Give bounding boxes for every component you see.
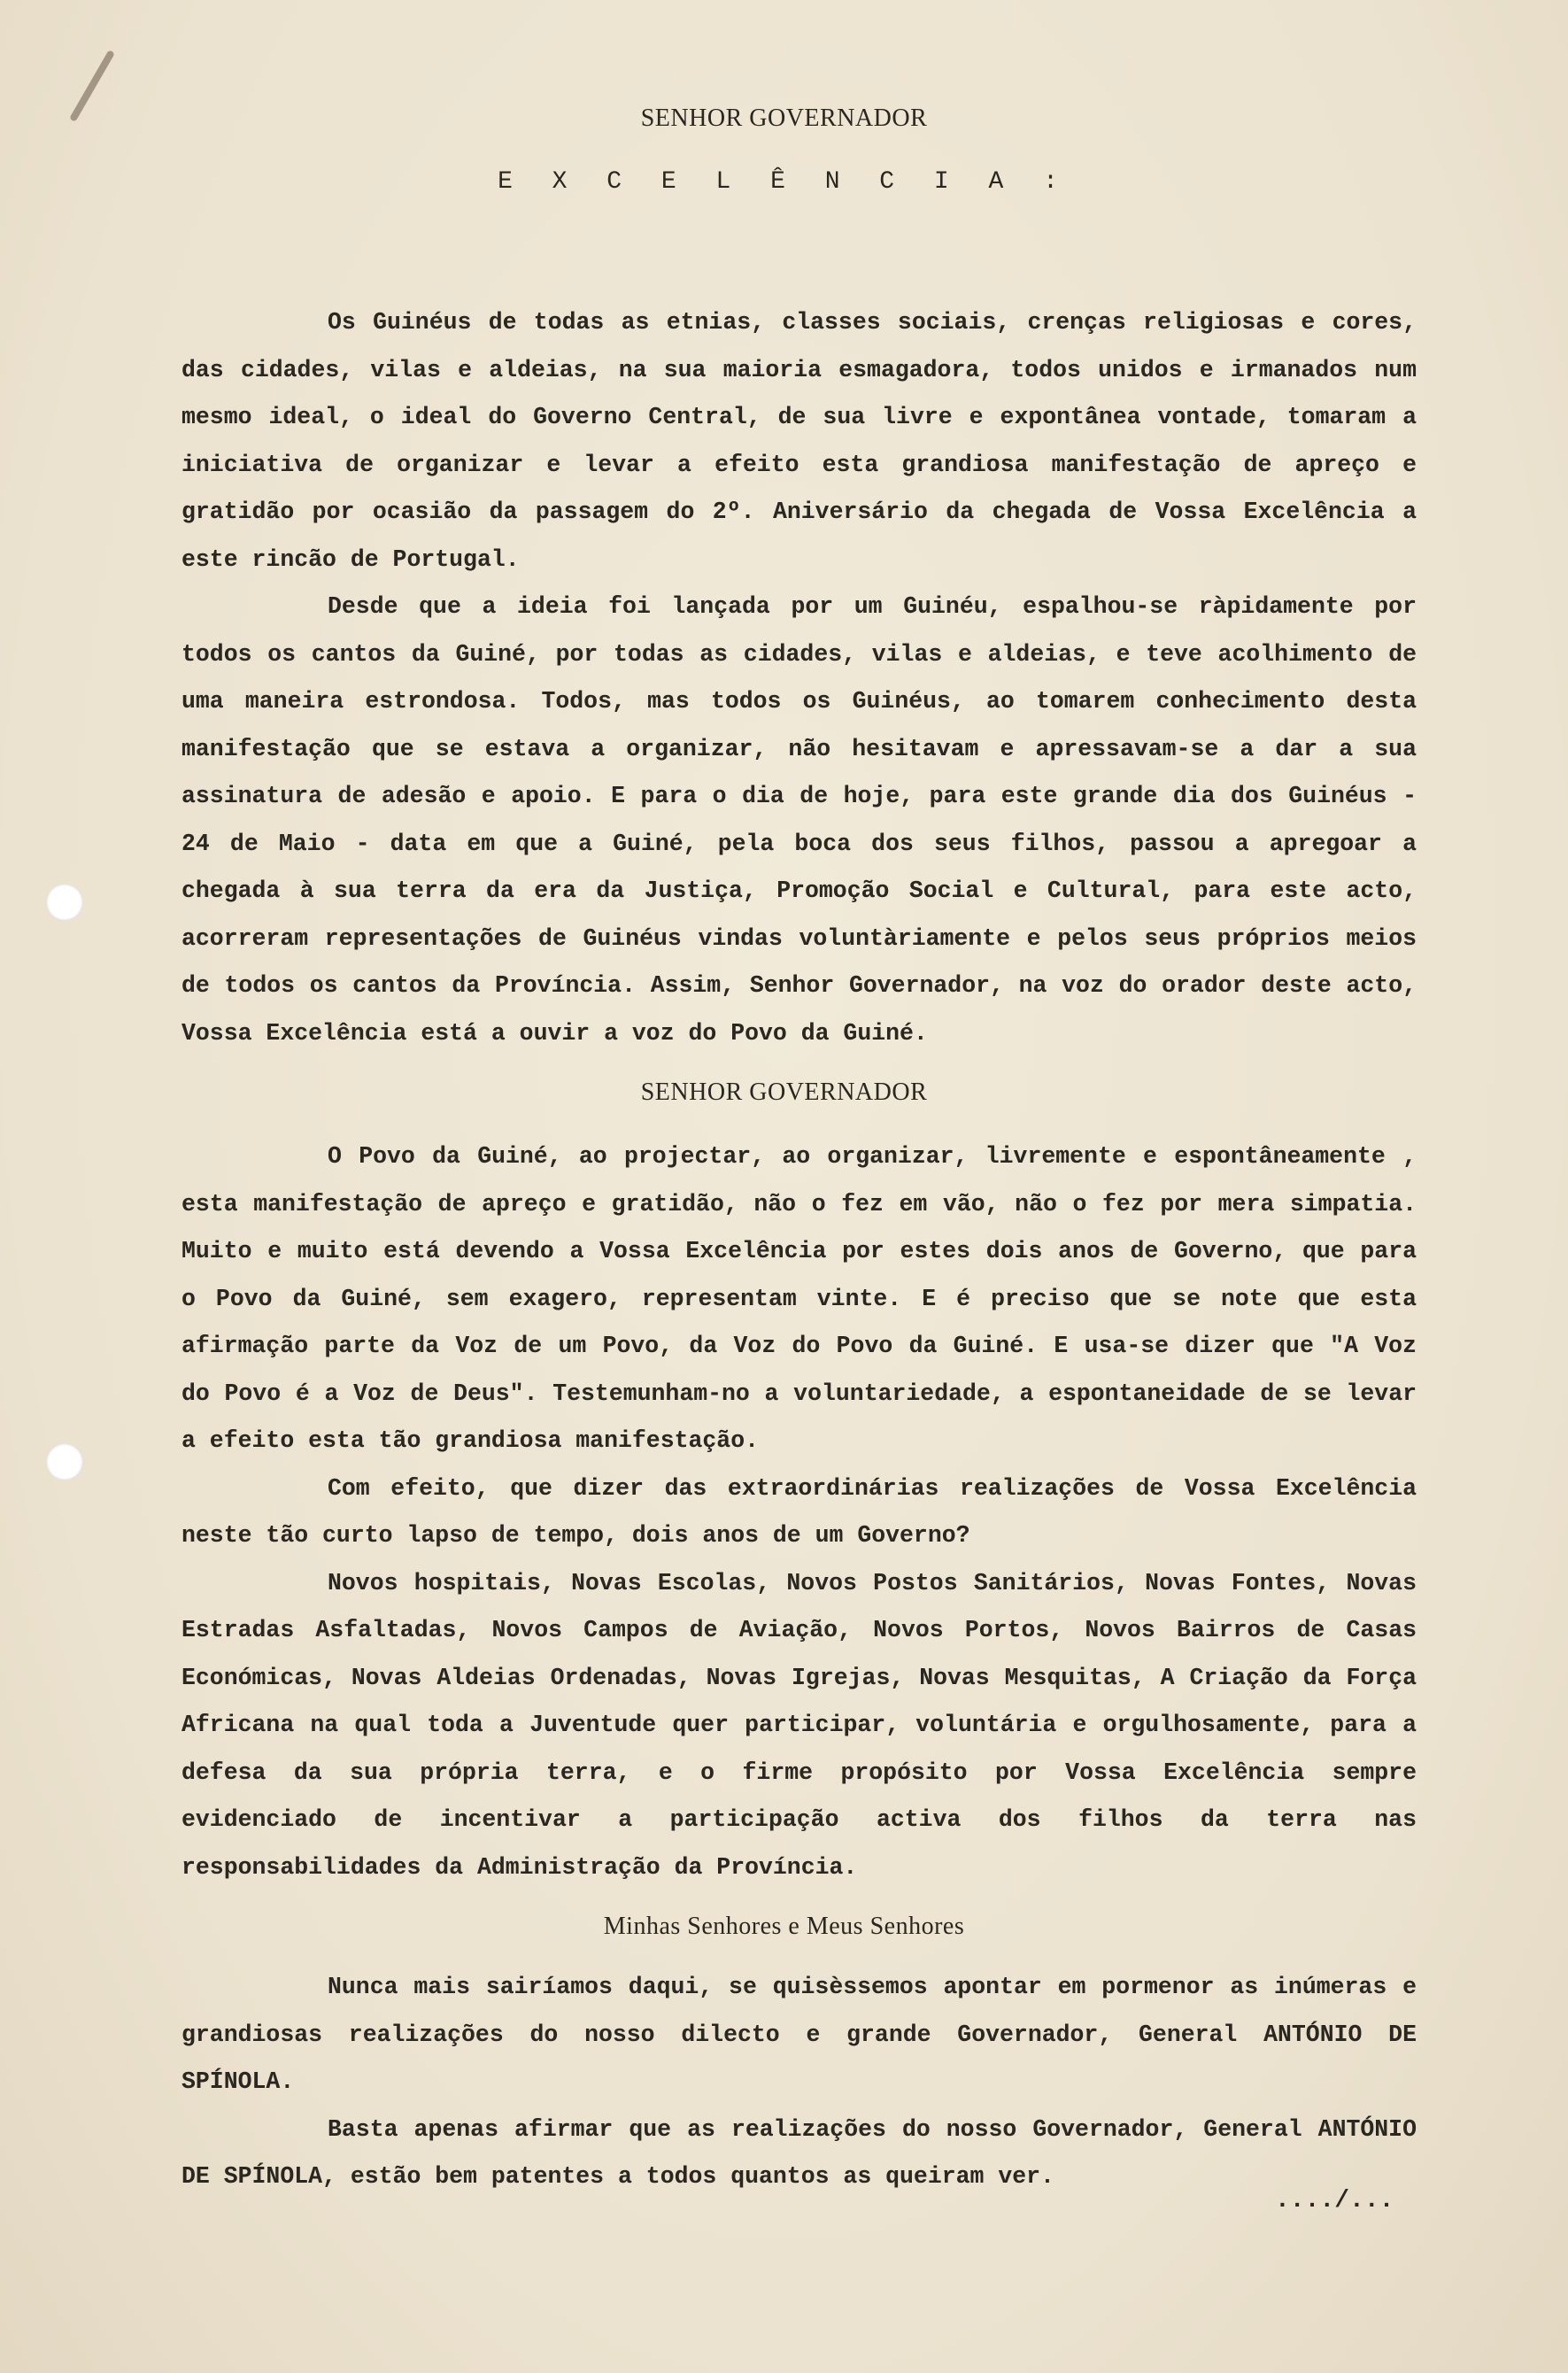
heading-senhor-governador-2: SENHOR GOVERNADOR xyxy=(640,1078,928,1106)
heading-excelencia: E X C E L Ê N C I A : xyxy=(498,168,1070,196)
continuation-mark: ..../... xyxy=(1275,2187,1394,2215)
paragraph: Com efeito, que dizer das extraordinárias realizações de Vossa Excelência neste tão curto lapso de tempo, dois anos de um Governo? xyxy=(182,1474,1417,1549)
text-block-1 xyxy=(182,299,1417,1057)
paragraph: Basta apenas afirmar que as realizações do nosso Governador, General ANTÓNIO DE SPÍNOLA, estão bem patentes a todos quantos as queiram ver. xyxy=(182,2115,1417,2190)
text-block-3 xyxy=(182,1964,1417,2201)
punch-hole xyxy=(46,1443,83,1480)
heading-senhor-governador: SENHOR GOVERNADOR xyxy=(640,104,928,132)
punch-hole xyxy=(46,884,83,921)
paragraph: Novos hospitais, Novas Escolas, Novos Postos Sanitários, Novas Fontes, Novas Estradas Asfaltadas, Novos Campos de Aviação, Novos Portos, Novos Bairros de Casas Económicas, Novas Aldeias Ordenadas, Novas Igrejas, Novas Mesquitas, A Criação da Força Africana na qual toda a Juventude quer participar, voluntária e orgulhosamente, para a defesa da sua própria terra, e o firme propósito por Vossa Excelência sempre evidenciado de incentivar a participação activa dos filhos da terra nas responsabilidades da Administração da Província. xyxy=(182,1569,1417,1881)
paragraph: Os Guinéus de todas as etnias, classes sociais, crenças religiosas e cores, das cidades, vilas e aldeias, na sua maioria esmagadora, todos unidos e irmanados num mesmo ideal, o ideal do Governo Central, de sua livre e expontânea vontade, tomaram a iniciativa de organizar e levar a efeito esta grandiosa manifestação de apreço e gratidão por ocasião da passagem do 2º. Aniversário da chegada de Vossa Excelência a este rincão de Portugal. xyxy=(182,309,1417,573)
paragraph: Nunca mais sairíamos daqui, se quisèssemos apontar em pormenor as inúmeras e grandiosas realizações do nosso dilecto e grande Governador, General ANTÓNIO DE SPÍNOLA. xyxy=(182,1974,1417,2095)
heading-minhas-senhores: Minhas Senhores e Meus Senhores xyxy=(603,1913,965,1940)
paragraph: O Povo da Guiné, ao projectar, ao organizar, livremente e espontâneamente , esta manifestação de apreço e gratidão, não o fez em vão, não o fez por mera simpatia. Muito e muito está devendo a Vossa Excelência por estes dois anos de Governo, que para o Povo da Guiné, sem exagero, representam vinte. E é preciso que se note que esta afirmação parte da Voz de um Povo, da Voz do Povo da Guiné. E usa-se dizer que "A Voz do Povo é a Voz de Deus". Testemunham-no a voluntariedade, a espontaneidade de se levar a efeito esta tão grandiosa manifestação. xyxy=(182,1143,1417,1454)
text-block-2 xyxy=(182,1133,1417,1891)
paragraph: Desde que a ideia foi lançada por um Guinéu, espalhou-se ràpidamente por todos os cantos da Guiné, por todas as cidades, vilas e aldeias, e teve acolhimento de uma maneira estrondosa. Todos, mas todos os Guinéus, ao tomarem conhecimento desta manifestação que se estava a organizar, não hesitavam e apressavam-se a dar a sua assinatura de adesão e apoio. E para o dia de hoje, para este grande dia dos Guinéus - 24 de Maio - data em que a Guiné, pela boca dos seus filhos, passou a apregoar a chegada à sua terra da era da Justiça, Promoção Social e Cultural, para este acto, acorreram representações de Guinéus vindas voluntàriamente e pelos seus próprios meios de todos os cantos da Província. Assim, Senhor Governador, na voz do orador deste acto, Vossa Excelência está a ouvir a voz do Povo da Guiné. xyxy=(182,593,1417,1047)
